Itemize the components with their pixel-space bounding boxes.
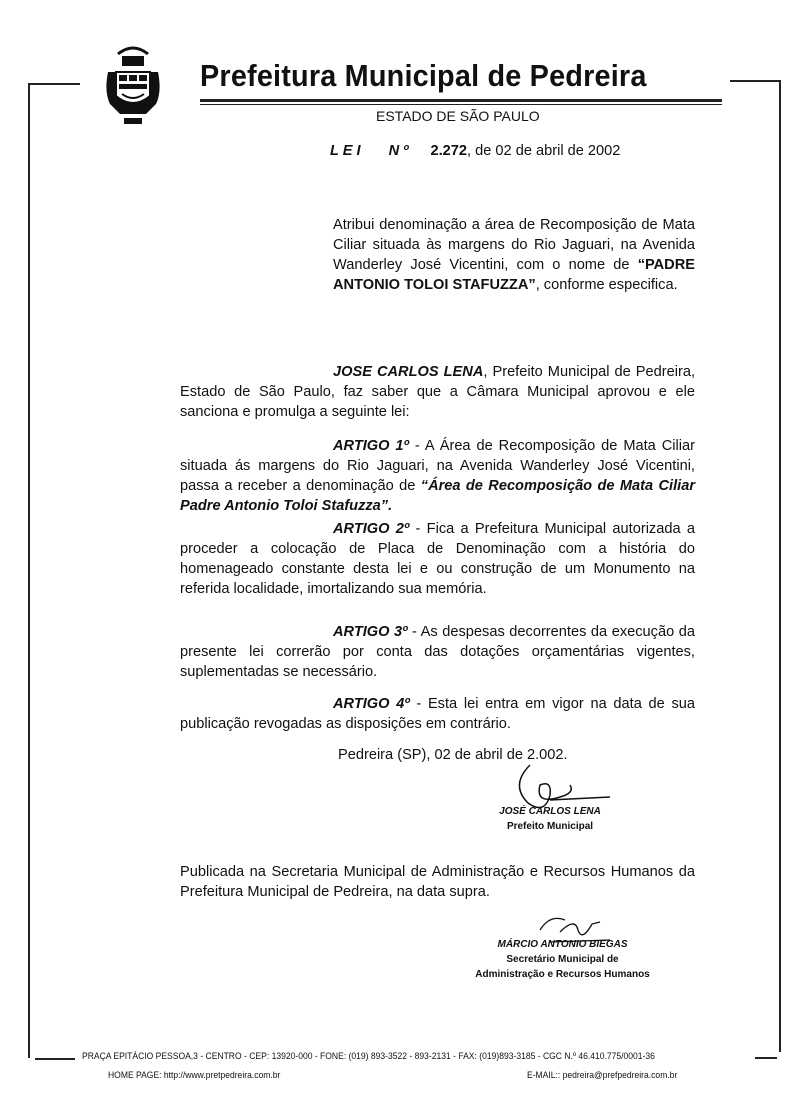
coat-of-arms-logo [104,42,162,128]
publication-note: Publicada na Secretaria Municipal de Administração e Recursos Humanos da Prefeitura Municipal de Pedreira, na data supra. [180,864,695,900]
law-number: 2.272 [430,143,468,159]
law-heading [330,143,620,159]
law-num-label: N º [388,143,409,159]
footer-homepage[interactable]: HOME PAGE: http://www.pretpedreira.com.br [108,1070,281,1081]
article-3: ARTIGO 3º - As despesas decorrentes da execução da presente lei correrão por conta das dotações orçamentárias vigentes, suplementadas se necessário. [180,624,695,680]
place-date: Pedreira (SP), 02 de abril de 2.002. [338,747,568,763]
mayor-signature-block: JOSÉ CARLOS LENA Prefeito Municipal [499,806,601,832]
frame-line [779,80,781,1052]
page-title: Prefeitura Municipal de Pedreira [200,58,647,93]
state-subtitle: ESTADO DE SÃO PAULO [376,108,540,124]
law-lei: L E I [330,143,361,159]
footer-email[interactable]: E-MAIL:: pedreira@prefpedreira.com.br [527,1070,678,1081]
intro-paragraph: JOSE CARLOS LENA, Prefeito Municipal de Pedreira, Estado de São Paulo, faz saber que a Câmara Municipal aprovou e ele sanciona e promulga a seguinte lei: [180,364,695,420]
secretary-signature-block: MÁRCIO ANTONIO BIEGAS Secretário Municipal de Administração e Recursos Humanos [475,939,650,980]
frame-line [28,83,80,85]
law-summary: Atribui denominação a área de Recomposição de Mata Ciliar situada às margens do Rio Jaguari, na Avenida Wanderley José Vicentini, com o nome de “PADRE ANTONIO TOLOI STAFUZZA”, conforme especifica. [333,217,695,293]
frame-line [35,1058,75,1060]
title-underline [200,104,722,105]
frame-line [28,83,30,1058]
article-4: ARTIGO 4º - Esta lei entra em vigor na data de sua publicação revogadas as disposições em contrário. [180,696,695,732]
mayor-name: JOSE CARLOS LENA [333,364,484,380]
title-underline [200,99,722,102]
law-date: , de 02 de abril de 2002 [467,143,621,159]
honoree-name: “PADRE ANTONIO TOLOI STAFUZZA” [333,257,695,293]
footer-address: PRAÇA EPITÁCIO PESSOA,3 - CENTRO - CEP: 13920-000 - FONE: (019) 893-3522 - 893-2131 - FAX: (019)893-3185 - CGC N.º 46.410.775/0001-36 [82,1051,655,1062]
frame-line [755,1057,777,1059]
article-2: ARTIGO 2º - Fica a Prefeitura Municipal autorizada a proceder a colocação de Placa de Denominação com a história do homenageado constante desta lei e ou construção de um Monumento na referida localidade, imortalizando sua memória. [180,521,695,597]
article-1: ARTIGO 1º - A Área de Recomposição de Mata Ciliar situada ás margens do Rio Jaguari, na Avenida Wanderley José Vicentini, passa a receber a denominação de “Área de Recomposição de Mata Ciliar Padre Antonio Toloi Stafuzza”. [180,438,695,514]
frame-line [730,80,780,82]
